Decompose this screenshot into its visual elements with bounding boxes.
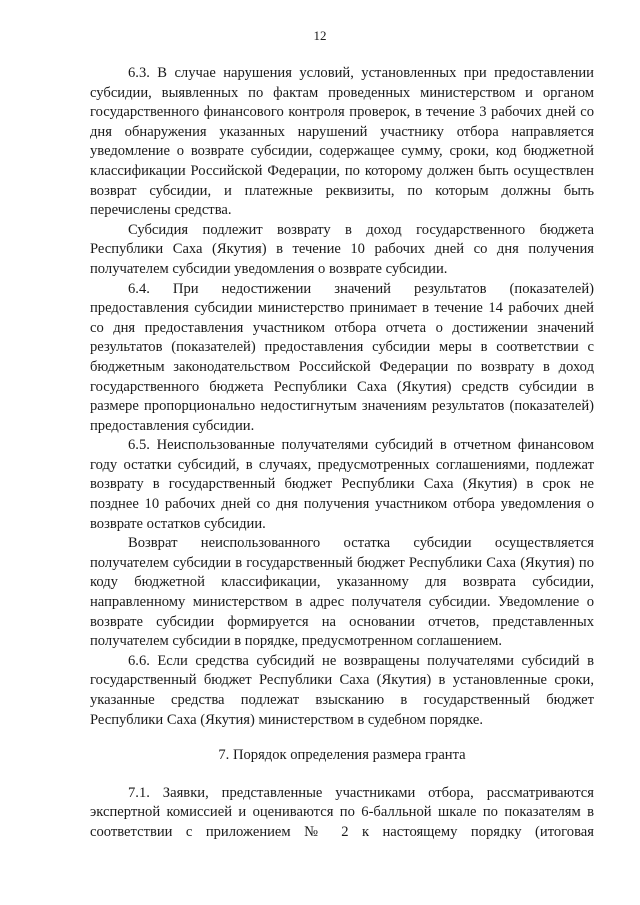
section-heading: 7. Порядок определения размера гранта: [218, 747, 466, 764]
paragraph-6-5: 6.5. Неиспользованные получателями субсидий в отчетном финансовом году остатки субсидий, в случаях, предусмотренных соглашениями, подлежат возврату в государственный бюджет Республики Саха (Якутия) в срок не позднее 10 рабочих дней со дня получения участником отбора уведомления о возврате остатков субсидии.: [90, 437, 594, 532]
document-body: [90, 64, 594, 843]
paragraph-unused-balance-return: Возврат неиспользованного остатка субсидии осуществляется получателем субсидии в государственный бюджет Республики Саха (Якутия) по коду бюджетной классификации, указанному для возврата субсидии, направленному министерством в адрес получателя субсидии. Уведомление о возврате субсидии формируется на основании отчетов, представленных получателем субсидии в порядке, предусмотренном соглашением.: [90, 535, 594, 650]
paragraph-subsidy-return: Субсидия подлежит возврату в доход государственного бюджета Республики Саха (Якутия) в течение 10 рабочих дней со дня получения получателем субсидии уведомления о возврате субсидии.: [90, 221, 594, 277]
paragraph-6-6: 6.6. Если средства субсидий не возвращены получателями субсидий в государственный бюджет Республики Саха (Якутия) в установленные сроки, указанные средства подлежат взысканию в государственный бюджет Республики Саха (Якутия) министерством в судебном порядке.: [90, 652, 594, 728]
paragraph-6-3: 6.3. В случае нарушения условий, установленных при предоставлении субсидии, выявленных по фактам проведенных министерством и органом государственного финансового контроля проверок, в течение 3 рабочих дней со дня обнаружения указанных нарушений участнику отбора направляется уведомление о возврате субсидии, содержащее сумму, сроки, код бюджетной классификации Российской Федерации, по которому должен быть осуществлен возврат субсидии, и платежные реквизиты, по которым должны быть перечислены средства.: [90, 65, 594, 219]
paragraph-7-1: 7.1. Заявки, представленные участниками отбора, рассматриваются экспертной комиссией и оцениваются по 6-балльной шкале по показателям в соответствии с приложением № 2 к настоящему порядку (итоговая: [90, 784, 594, 840]
paragraph-6-4: 6.4. При недостижении значений результатов (показателей) предоставления субсидии министерство принимает в течение 14 рабочих дней со дня предоставления участником отбора отчета о достижении значений результатов (показателей) предоставления субсидии меры в соответствии с бюджетным законодательством Российской Федерации по возврату в доход государственного бюджета Республики Саха (Якутия) средств субсидии в размере пропорционально недостигнутым значениям результатов (показателей) предоставления субсидии.: [90, 280, 594, 434]
page-number: 12: [313, 28, 327, 43]
